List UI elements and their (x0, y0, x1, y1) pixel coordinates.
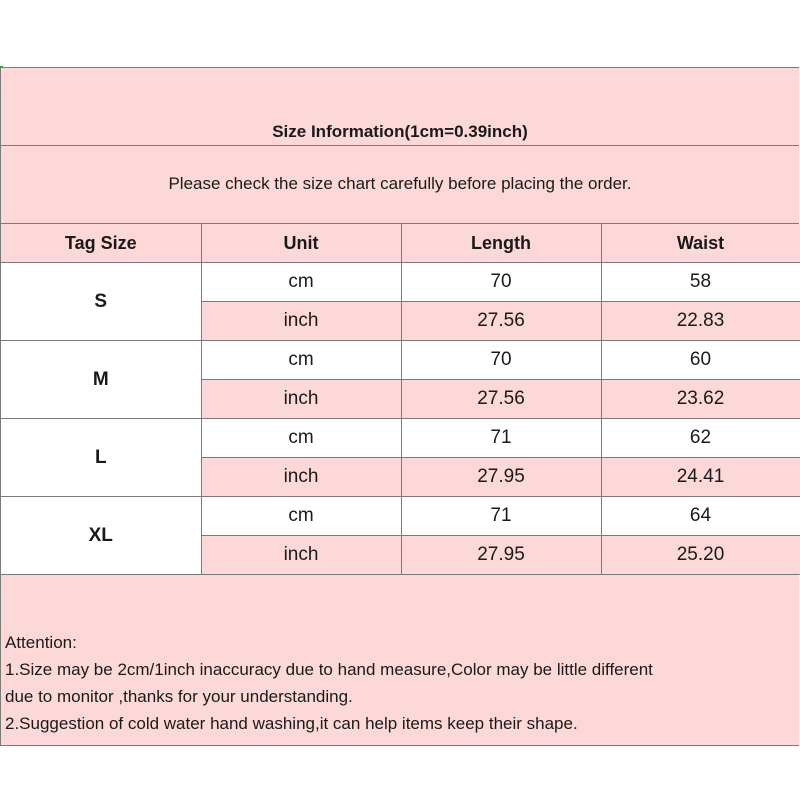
length-cell: 71 (401, 497, 601, 536)
length-cell: 70 (401, 341, 601, 380)
unit-cell: inch (201, 536, 401, 575)
table-header-row (1, 224, 800, 263)
size-chart-sheet (0, 67, 799, 746)
waist-cell: 58 (601, 263, 800, 302)
unit-cell: cm (201, 341, 401, 380)
length-cell: 27.95 (401, 458, 601, 497)
waist-cell: 23.62 (601, 380, 800, 419)
tag-size-cell: M (1, 341, 201, 419)
size-notice: Please check the size chart carefully before placing the order. (168, 174, 632, 193)
waist-cell: 22.83 (601, 302, 800, 341)
length-cell: 71 (401, 419, 601, 458)
unit-cell: cm (201, 497, 401, 536)
waist-cell: 62 (601, 419, 800, 458)
unit-cell: inch (201, 458, 401, 497)
size-table (1, 224, 800, 575)
notice-row (1, 146, 799, 224)
tag-size-cell: S (1, 263, 201, 341)
header-length: Length (401, 224, 601, 263)
header-tag-size: Tag Size (1, 224, 201, 263)
table-row (1, 263, 800, 302)
attention-line: 1.Size may be 2cm/1inch inaccuracy due to hand measure,Color may be little different (5, 660, 653, 679)
waist-cell: 60 (601, 341, 800, 380)
tag-size-cell: L (1, 419, 201, 497)
unit-cell: cm (201, 263, 401, 302)
waist-cell: 64 (601, 497, 800, 536)
waist-cell: 24.41 (601, 458, 800, 497)
attention-line: due to monitor ,thanks for your understanding. (5, 687, 353, 706)
header-unit: Unit (201, 224, 401, 263)
attention-notes (5, 629, 795, 737)
attention-line: 2.Suggestion of cold water hand washing,it can help items keep their shape. (5, 714, 578, 733)
title-row (1, 68, 799, 146)
chart-title: Size Information(1cm=0.39inch) (272, 122, 528, 141)
table-row (1, 497, 800, 536)
attention-heading: Attention: (5, 633, 77, 652)
length-cell: 27.95 (401, 536, 601, 575)
header-waist: Waist (601, 224, 800, 263)
tag-size-cell: XL (1, 497, 201, 575)
unit-cell: cm (201, 419, 401, 458)
unit-cell: inch (201, 380, 401, 419)
table-row (1, 341, 800, 380)
length-cell: 27.56 (401, 302, 601, 341)
length-cell: 70 (401, 263, 601, 302)
length-cell: 27.56 (401, 380, 601, 419)
unit-cell: inch (201, 302, 401, 341)
waist-cell: 25.20 (601, 536, 800, 575)
table-row (1, 419, 800, 458)
